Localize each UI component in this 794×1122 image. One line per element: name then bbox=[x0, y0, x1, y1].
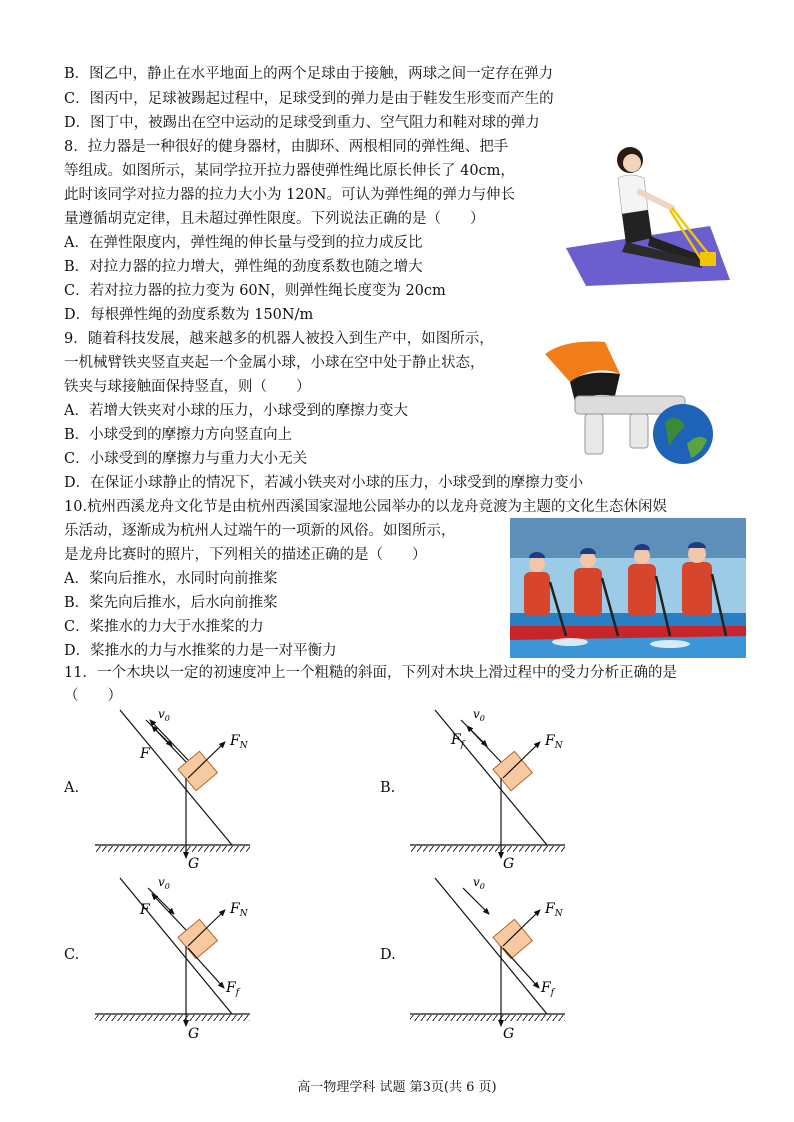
applied-force-label: F bbox=[140, 902, 150, 918]
normal-force-subscript: N bbox=[554, 741, 563, 751]
q10-stem-line1: 10.杭州西溪龙舟文化节是由杭州西溪国家湿地公园举办的以龙舟竞渡为主题的文化生态休闲娱 bbox=[64, 499, 668, 515]
q7-option-c: C．图丙中，足球被踢起过程中，足球受到的弹力是由于鞋发生形变而产生的 bbox=[64, 91, 554, 107]
svg-text:v0 bbox=[473, 875, 485, 891]
normal-force-subscript: N bbox=[554, 909, 563, 919]
svg-text:Ff bbox=[450, 732, 466, 750]
svg-text:FN bbox=[544, 901, 564, 919]
q8-option-b: B．对拉力器的拉力增大，弹性绳的劲度系数也随之增大 bbox=[64, 259, 423, 275]
v0-label: v bbox=[158, 707, 165, 721]
q9-stem-line2: 一机械臂铁夹竖直夹起一个金属小球，小球在空中处于静止状态， bbox=[64, 355, 485, 371]
gravity-label: G bbox=[188, 856, 200, 872]
q10-option-a: A．桨向后推水，水同时向前推桨 bbox=[64, 571, 278, 587]
q9-option-b: B．小球受到的摩擦力方向竖直向上 bbox=[64, 427, 293, 443]
svg-text:v0 bbox=[473, 707, 485, 723]
normal-force-label: F bbox=[230, 901, 240, 917]
gravity-label: G bbox=[503, 1026, 515, 1042]
q7-option-b: B．图乙中，静止在水平地面上的两个足球由于接触，两球之间一定存在弹力 bbox=[64, 66, 554, 82]
svg-text:FN bbox=[544, 733, 564, 751]
q11-diagram-c bbox=[90, 866, 260, 1048]
page-footer: 高一物理学科 试题 第3页(共 6 页) bbox=[297, 1080, 497, 1095]
friction-force-subscript: f bbox=[460, 740, 465, 750]
q11-stem-line2: （ ） bbox=[64, 688, 122, 704]
svg-text:Ff bbox=[225, 980, 241, 998]
exerciser-figure bbox=[560, 138, 732, 288]
dragon-boat-photo bbox=[510, 518, 746, 658]
q11-option-b-label: B. bbox=[380, 780, 396, 796]
q8-stem-line1: 8．拉力器是一种很好的健身器材，由脚环、两根相同的弹性绳、把手 bbox=[64, 139, 509, 155]
q8-stem-line2: 等组成。如图所示，某同学拉开拉力器使弹性绳比原长伸长了 40cm， bbox=[64, 163, 515, 179]
friction-force-label: F bbox=[226, 980, 236, 996]
q10-stem-line2: 乐活动，逐渐成为杭州人过端午的一项新的风俗。如图所示， bbox=[64, 523, 456, 539]
v0-subscript: 0 bbox=[479, 714, 485, 723]
q11-diagram-b bbox=[405, 700, 575, 880]
q11-diagram-d bbox=[405, 866, 575, 1048]
q11-option-d-label: D. bbox=[380, 947, 396, 963]
v0-label: v bbox=[158, 875, 165, 889]
normal-force-label: F bbox=[545, 901, 555, 917]
friction-force-subscript: f bbox=[550, 988, 555, 998]
q10-stem-line3: 是龙舟比赛时的照片，下列相关的描述正确的是（ ） bbox=[64, 547, 427, 563]
q11-diagram-a bbox=[90, 700, 260, 880]
q9-stem-line3: 铁夹与球接触面保持竖直，则（ ） bbox=[64, 379, 311, 395]
q10-option-b: B．桨先向后推水，后水向前推桨 bbox=[64, 595, 278, 611]
normal-force-label: F bbox=[230, 733, 240, 749]
v0-subscript: 0 bbox=[164, 882, 170, 891]
q10-option-d: D．桨推水的力与水推桨的力是一对平衡力 bbox=[64, 643, 337, 659]
q8-option-c: C．若对拉力器的拉力变为 60N，则弹性绳长度变为 20cm bbox=[64, 283, 446, 299]
friction-force-subscript: f bbox=[235, 988, 240, 998]
q8-stem-line3: 此时该同学对拉力器的拉力大小为 120N。可认为弹性绳的弹力与伸长 bbox=[64, 187, 515, 203]
svg-text:v0 bbox=[158, 707, 170, 723]
q9-option-d: D．在保证小球静止的情况下，若减小铁夹对小球的压力，小球受到的摩擦力变小 bbox=[64, 475, 584, 491]
gravity-label: G bbox=[188, 1026, 200, 1042]
q9-option-a: A．若增大铁夹对小球的压力，小球受到的摩擦力变大 bbox=[64, 403, 408, 419]
v0-label: v bbox=[473, 875, 480, 889]
svg-text:FN bbox=[229, 901, 249, 919]
q11-stem-line1: 11．一个木块以一定的初速度冲上一个粗糙的斜面，下列对木块上滑过程中的受力分析正确的是 bbox=[64, 665, 677, 681]
svg-text:v0 bbox=[158, 875, 170, 891]
q8-option-a: A．在弹性限度内，弹性绳的伸长量与受到的拉力成反比 bbox=[64, 235, 423, 251]
q11-option-a-label: A. bbox=[64, 780, 80, 796]
friction-force-label: F bbox=[451, 732, 461, 748]
svg-text:Ff bbox=[540, 980, 556, 998]
friction-force-label: F bbox=[140, 746, 150, 762]
normal-force-subscript: N bbox=[239, 741, 248, 751]
q9-stem-line1: 9．随着科技发展，越来越多的机器人被投入到生产中，如图所示， bbox=[64, 331, 494, 347]
q8-stem-line4: 量遵循胡克定律，且未超过弹性限度。下列说法正确的是（ ） bbox=[64, 211, 485, 227]
v0-subscript: 0 bbox=[479, 882, 485, 891]
q9-option-c: C．小球受到的摩擦力与重力大小无关 bbox=[64, 451, 308, 467]
q8-option-d: D．每根弹性绳的劲度系数为 150N/m bbox=[64, 307, 314, 323]
q7-option-d: D．图丁中，被踢出在空中运动的足球受到重力、空气阻力和鞋对球的弹力 bbox=[64, 115, 540, 131]
v0-subscript: 0 bbox=[164, 714, 170, 723]
v0-label: v bbox=[473, 707, 480, 721]
gravity-label: G bbox=[503, 856, 515, 872]
normal-force-label: F bbox=[545, 733, 555, 749]
robot-clamp-figure bbox=[535, 334, 725, 474]
normal-force-subscript: N bbox=[239, 909, 248, 919]
friction-force-label: F bbox=[541, 980, 551, 996]
svg-text:FN bbox=[229, 733, 249, 751]
q11-option-c-label: C. bbox=[64, 947, 80, 963]
q10-option-c: C．桨推水的力大于水推桨的力 bbox=[64, 619, 264, 635]
